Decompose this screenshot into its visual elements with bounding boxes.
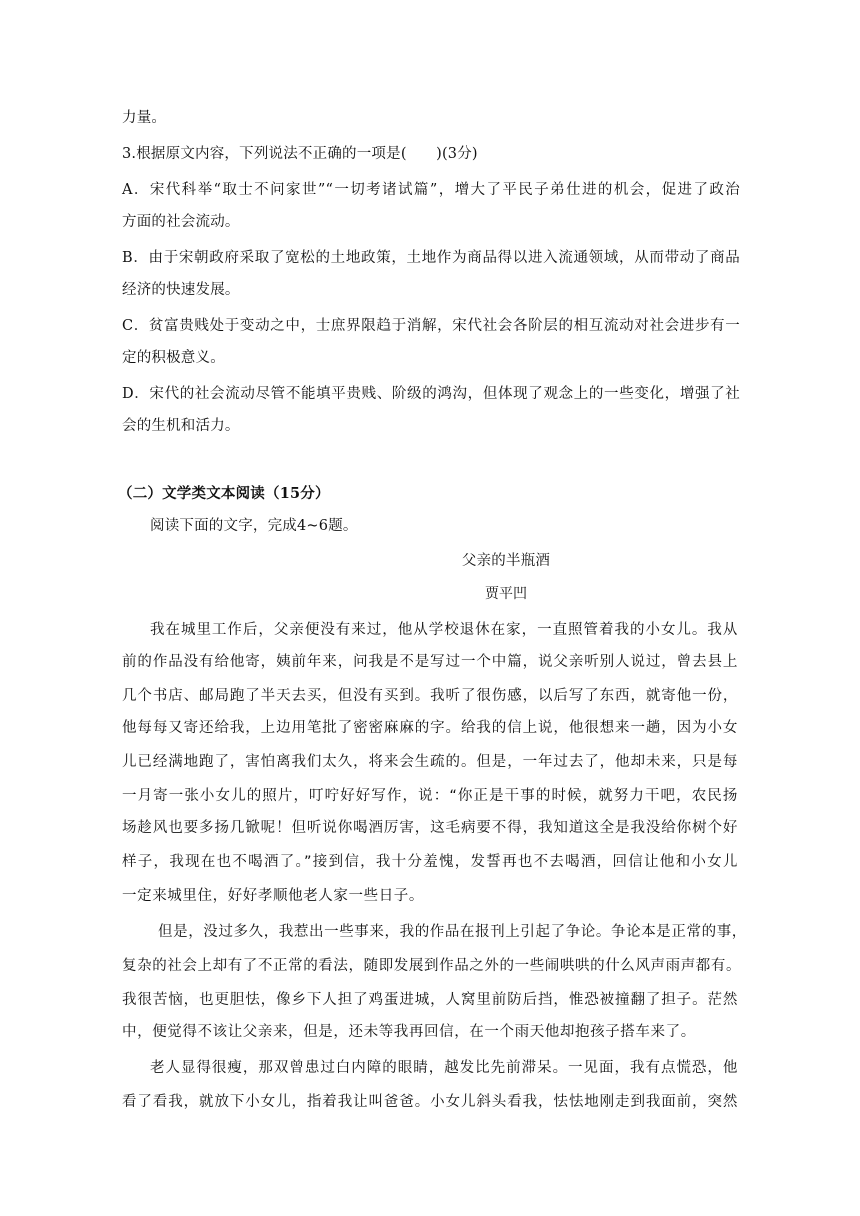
option-b-line-1: B．由于宋朝政府采取了宽松的土地政策，土地作为商品得以进入流通领域，从而带动了商品 (122, 250, 740, 266)
question-3-stem: 3.根据原文内容，下列说法不正确的一项是( )(3分) (122, 146, 478, 162)
section-heading: （二）文学类文本阅读（15分） (118, 485, 330, 502)
story-title: 父亲的半瓶酒 (461, 553, 551, 569)
paragraph-1-line-9: 一定来城里住，好好孝顺他老人家一些日子。 (122, 888, 424, 904)
option-d-line-1: D．宋代的社会流动尽管不能填平贵贱、阶级的鸿沟，但体现了观念上的一些变化，增强了社 (122, 386, 740, 402)
paragraph-2-line-4: 中，便觉得不该让父亲来，但是，还未等我再回信，在一个雨天他却抱孩子搭车来了。 (122, 1024, 696, 1040)
paragraph-1-line-7: 场趁风也要多扬几锨呢！但听说你喝酒厉害，这毛病要不得，我知道这全是我没给你树个好 (122, 820, 738, 836)
option-b-line-2: 经济的快速发展。 (122, 282, 240, 298)
reading-instruction: 阅读下面的文字，完成4~6题。 (150, 518, 358, 534)
paragraph-3-line-2: 看了看我，就放下小女儿，指着我让叫爸爸。小女儿斜头看我，怯怯地刚走到我面前，突然 (122, 1094, 738, 1110)
paragraph-1-line-2: 前的作品没有给他寄，姨前年来，问我是不是写过一个中篇，说父亲听别人说过，曾去县上 (122, 654, 738, 670)
continued-text: 力量。 (122, 110, 167, 126)
paragraph-1-line-3: 几个书店、邮局跑了半天去买，但没有买到。我听了很伤感，以后写了东西，就寄他一份， (122, 688, 738, 704)
option-c-line-1: C．贫富贵贱处于变动之中，士庶界限趋于消解，宋代社会各阶层的相互流动对社会进步有一 (122, 318, 740, 334)
option-c-line-2: 定的积极意义。 (122, 350, 225, 366)
option-a-line-1: A．宋代科举“取士不问家世”“一切考诸试篇”，增大了平民子弟仕进的机会，促进了政治 (122, 182, 740, 198)
story-author: 贾平凹 (485, 586, 527, 602)
option-d-line-2: 会的生机和活力。 (122, 418, 240, 434)
paragraph-2-line-2: 复杂的社会上却有了不正常的看法，随即发展到作品之外的一些闹哄哄的什么风声雨声都有。 (122, 958, 742, 974)
paragraph-2-line-3: 我很苦恼，也更胆怯，像乡下人担了鸡蛋进城，人窝里前防后挡，惟恐被撞翻了担子。茫然 (122, 992, 738, 1008)
paragraph-1-line-8: 样子，我现在也不喝酒了。”接到信，我十分羞愧，发誓再也不去喝酒，回信让他和小女儿 (122, 854, 738, 870)
paragraph-3-line-1: 老人显得很瘦，那双曾患过白内障的眼睛，越发比先前滞呆。一见面，我有点慌恐，他 (150, 1060, 738, 1076)
paragraph-1-line-1: 我在城里工作后，父亲便没有来过，他从学校退休在家，一直照管着我的小女儿。我从 (150, 622, 738, 638)
option-a-line-2: 方面的社会流动。 (122, 214, 240, 230)
paragraph-2-line-1: 但是，没过多久，我惹出一些事来，我的作品在报刊上引起了争论。争论本是正常的事， (158, 924, 747, 940)
paragraph-1-line-5: 儿已经满地跑了，害怕离我们太久，将来会生疏的。但是，一年过去了，他却未来，只是每 (122, 754, 738, 770)
paragraph-1-line-4: 他每每又寄还给我，上边用笔批了密密麻麻的字。给我的信上说，他很想来一趟，因为小女 (122, 720, 738, 736)
paragraph-1-line-6: 一月寄一张小女儿的照片，叮咛好好写作，说：“你正是干事的时候，就努力干吧，农民扬 (122, 788, 738, 804)
